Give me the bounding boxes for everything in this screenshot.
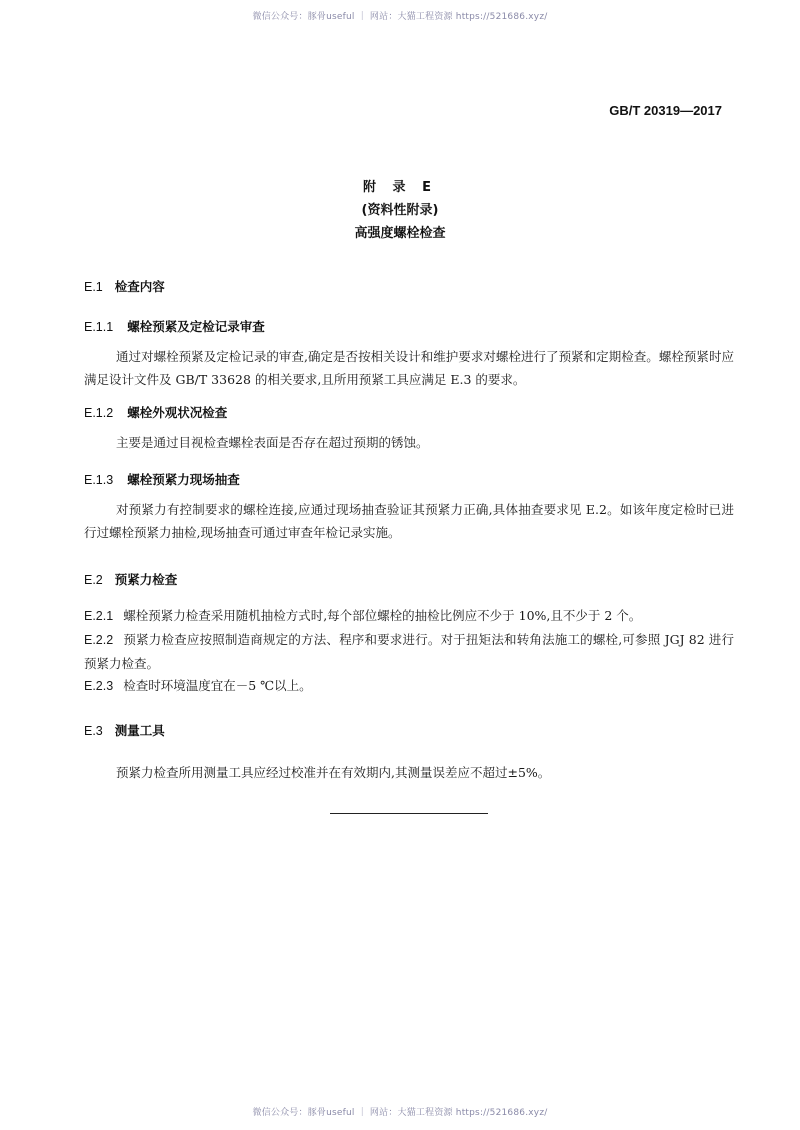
section-number: E.1.1: [84, 320, 114, 334]
section-heading-e3: [84, 721, 165, 739]
paragraph-e3: 预紧力检查所用测量工具应经过校准并在有效期内,其测量误差应不超过±5%。: [116, 765, 551, 780]
paragraph-e1-1: 通过对螺栓预紧及定检记录的审查,确定是否按相关设计和维护要求对螺栓进行了预紧和定期检查。螺栓预紧时应满足设计文件及 GB/T 33628 的相关要求,且所用预紧工具应满足 E.3 的要求。: [84, 349, 734, 387]
section-heading-e1: [84, 277, 165, 295]
section-title: 测量工具: [114, 723, 165, 738]
clause-number: E.2.3: [84, 679, 114, 693]
clause-e2-1: [84, 604, 734, 628]
watermark-bottom: 微信公众号：豚骨useful ｜ 网站：大猫工程资源 https://521686.xyz/: [252, 1108, 548, 1118]
standard-number: GB/T 20319—2017: [609, 103, 722, 118]
section-heading-e1-3: [84, 470, 240, 488]
appendix-name: 高强度螺栓检查: [354, 226, 446, 241]
section-number: E.3: [84, 724, 103, 738]
clause-e2-3: [84, 674, 734, 698]
clause-e2-2: [84, 628, 734, 675]
section-title: 检查内容: [114, 279, 165, 294]
section-title: 预紧力检查: [114, 572, 178, 587]
clause-number: E.2.2: [84, 633, 114, 647]
appendix-kind: (资料性附录): [361, 203, 439, 218]
clause-text: 预紧力检查应按照制造商规定的方法、程序和要求进行。对于扭矩法和转角法施工的螺栓,可参照 JGJ 82 进行预紧力检查。: [84, 632, 734, 671]
section-number: E.1.3: [84, 473, 114, 487]
clause-text: 检查时环境温度宜在－5 ℃以上。: [123, 678, 312, 693]
section-heading-e1-1: [84, 317, 265, 335]
clause-number: E.2.1: [84, 609, 114, 623]
section-number: E.1.2: [84, 406, 114, 420]
watermark-top: 微信公众号：豚骨useful ｜ 网站：大猫工程资源 https://521686.xyz/: [252, 12, 548, 22]
section-number: E.2: [84, 573, 103, 587]
paragraph-e1-3: 对预紧力有控制要求的螺栓连接,应通过现场抽查验证其预紧力正确,具体抽查要求见 E.2。如该年度定检时已进行过螺栓预紧力抽检,现场抽查可通过审查年检记录实施。: [84, 502, 734, 540]
section-heading-e2: [84, 570, 177, 588]
section-heading-e1-2: [84, 403, 227, 421]
section-number: E.1: [84, 280, 103, 294]
clause-text: 螺栓预紧力检查采用随机抽检方式时,每个部位螺栓的抽检比例应不少于 10%,且不少于 2 个。: [123, 608, 642, 623]
end-rule: [330, 813, 488, 814]
paragraph-e1-2: 主要是通过目视检查螺栓表面是否存在超过预期的锈蚀。: [116, 435, 429, 450]
section-title: 螺栓外观状况检查: [127, 405, 228, 420]
appendix-title: 附 录 E: [363, 180, 437, 195]
section-title: 螺栓预紧力现场抽查: [127, 472, 240, 487]
section-title: 螺栓预紧及定检记录审查: [127, 319, 265, 334]
